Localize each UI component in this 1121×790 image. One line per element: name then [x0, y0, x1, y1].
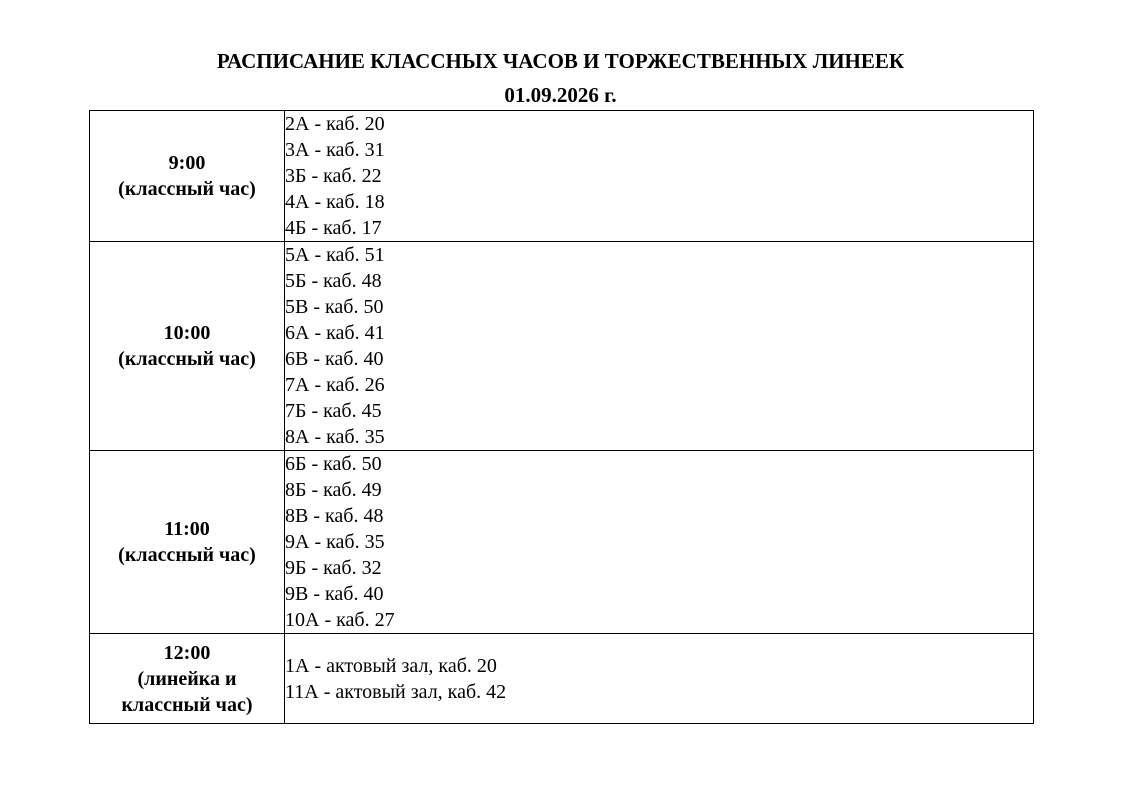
classes-cell [285, 451, 1034, 634]
schedule-row [90, 111, 1034, 242]
class-room-entry: 8В - каб. 48 [285, 505, 384, 527]
time-note: (классный час) [118, 544, 256, 566]
class-room-entry: 5В - каб. 50 [285, 296, 384, 318]
time-label: 10:00 [163, 322, 211, 344]
class-room-entry: 9А - каб. 35 [285, 531, 385, 553]
time-label: 12:00 [163, 641, 211, 664]
class-room-entry: 5Б - каб. 48 [285, 270, 382, 292]
class-room-entry: 7Б - каб. 45 [285, 400, 382, 422]
schedule-row [90, 451, 1034, 634]
time-label: 9:00 [168, 152, 206, 174]
class-room-entry: 4А - каб. 18 [285, 191, 385, 213]
time-note: (линейка и [137, 667, 237, 690]
document-date: 01.09.2026 г. [504, 83, 617, 107]
schedule-table [89, 110, 1034, 724]
class-room-entry: 2А - каб. 20 [285, 113, 385, 135]
classes-cell [285, 634, 1034, 724]
time-note: (классный час) [118, 178, 256, 200]
time-cell [90, 634, 285, 724]
class-room-entry: 1А - актовый зал, каб. 20 [285, 654, 497, 677]
class-room-entry: 3Б - каб. 22 [285, 165, 382, 187]
class-room-entry: 4Б - каб. 17 [285, 217, 382, 239]
class-room-entry: 3А - каб. 31 [285, 139, 385, 161]
schedule-row [90, 634, 1034, 724]
classes-cell [285, 242, 1034, 451]
class-room-entry: 9В - каб. 40 [285, 583, 384, 605]
class-room-entry: 9Б - каб. 32 [285, 557, 382, 579]
class-room-entry: 7А - каб. 26 [285, 374, 385, 396]
class-room-entry: 8А - каб. 35 [285, 426, 385, 448]
time-note: классный час) [121, 693, 253, 716]
class-room-entry: 6В - каб. 40 [285, 348, 384, 370]
document-title: РАСПИСАНИЕ КЛАССНЫХ ЧАСОВ И ТОРЖЕСТВЕННЫХ ЛИНЕЕК [216, 49, 905, 73]
class-room-entry: 6Б - каб. 50 [285, 453, 382, 475]
time-label: 11:00 [164, 518, 210, 540]
class-room-entry: 11А - актовый зал, каб. 42 [285, 680, 507, 703]
class-room-entry: 6А - каб. 41 [285, 322, 385, 344]
class-room-entry: 10А - каб. 27 [285, 609, 395, 631]
time-cell [90, 111, 285, 242]
time-cell [90, 451, 285, 634]
time-note: (классный час) [118, 348, 256, 370]
classes-cell [285, 111, 1034, 242]
time-cell [90, 242, 285, 451]
class-room-entry: 5А - каб. 51 [285, 244, 385, 266]
schedule-row [90, 242, 1034, 451]
class-room-entry: 8Б - каб. 49 [285, 479, 382, 501]
